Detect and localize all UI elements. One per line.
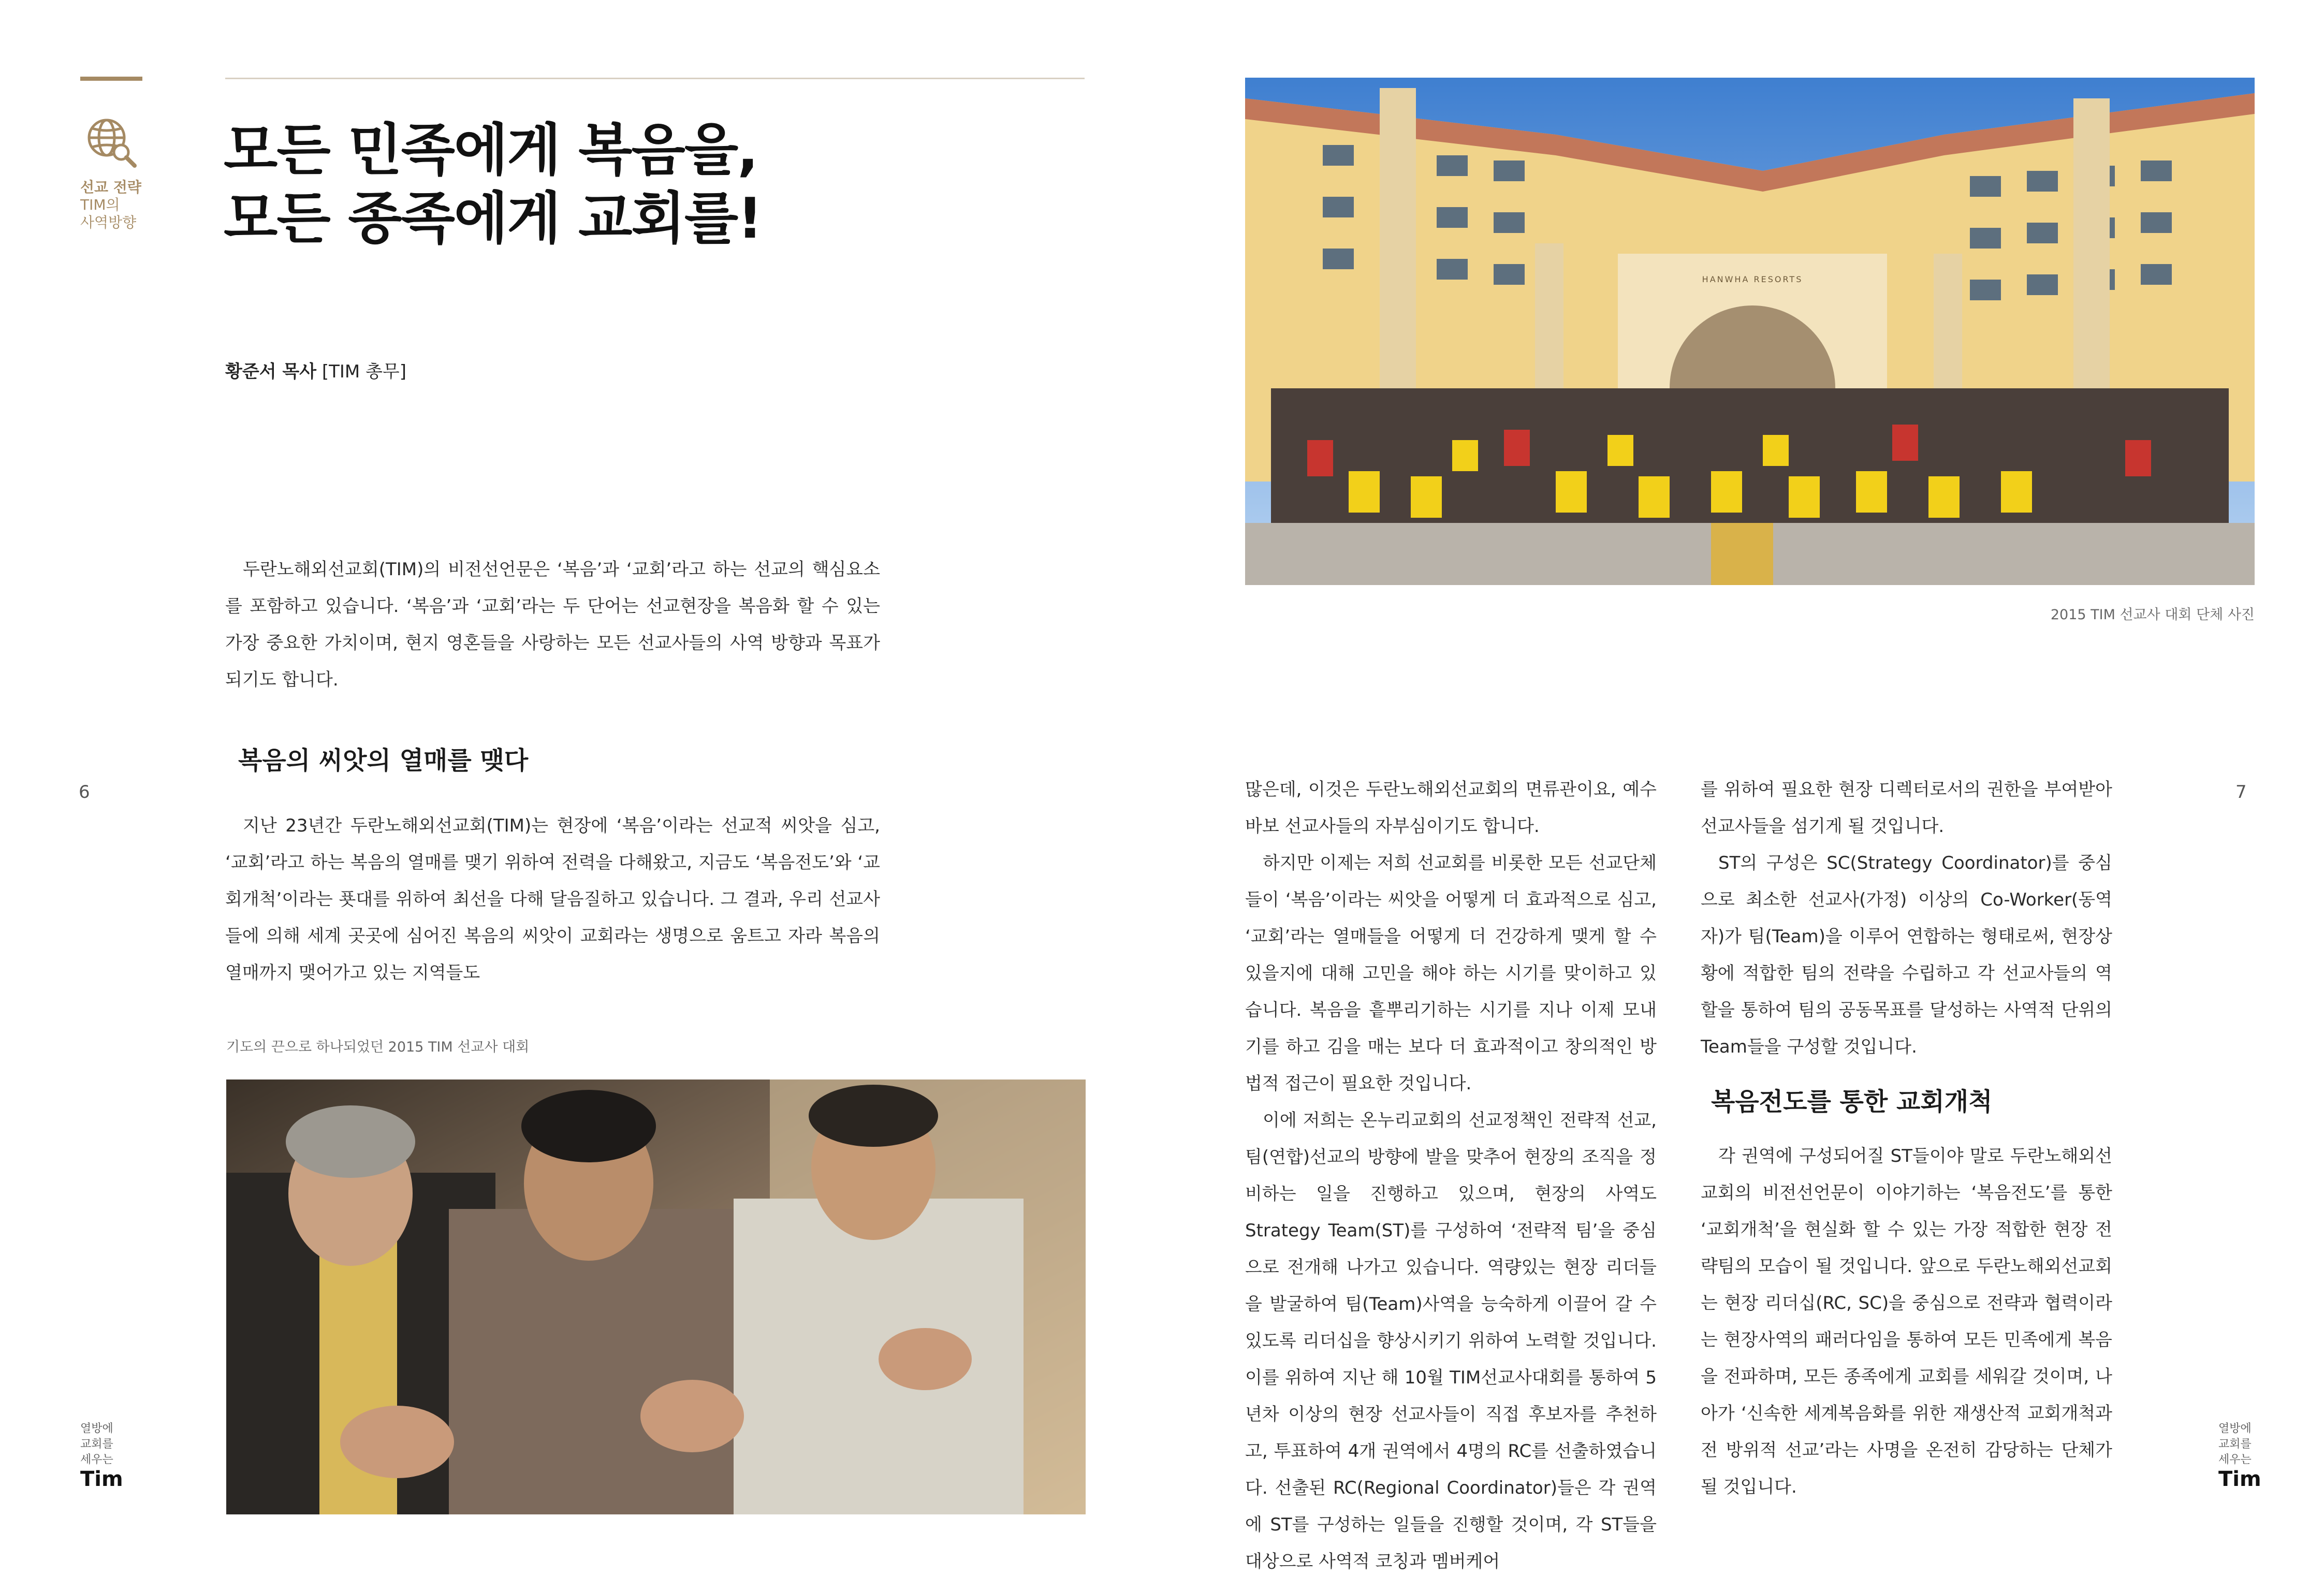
col1-paragraph-1: 많은데, 이것은 두란노해외선교회의 면류관이요, 예수바보 선교사들의 자부심이기도 합니다.: [1245, 779, 1657, 837]
col1-paragraph-3: 이에 저희는 온누리교회의 선교정책인 전략적 선교, 팀(연합)선교의 방향에 발을 맞추어 현장의 조직을 정비하는 일을 진행하고 있으며, 현장의 사역도 Strategy Team(ST)를 구성하여 ‘전략적 팀’을 중심으로 전개해 나가고 있습니다. 역량있는 현장 리더들을 발굴하여 팀(Team)사역을 능숙하게 이끌어 갈 수 있도록 리더십을 향상시키기 위하여 노력할 것입니다. 이를 위하여 지난 해 10월 TIM선교사대회를 통하여 5년차 이상의 현장 선교사들이 직접 후보자를 추천하고, 투표하여 4개 권역에서 4명의 RC를 선출하였습니다. 선출된 RC(Regional Coordinator)들은 각 권역에 ST를 구성하는 일들을 진행할 것이며, 각 ST들을 대상으로 사역적 코칭과 멤버케어: [1245, 1110, 1657, 1572]
footer-line1: 열방에: [80, 1422, 113, 1435]
col2-paragraph-2: ST의 구성은 SC(Strategy Coordinator)를 중심으로 최소한 선교사(가정) 이상의 Co-Worker(동역자)가 팀(Team)을 이루어 연합하는 형태로써, 현장상황에 적합한 팀의 전략을 수립하고 각 선교사들의 역할을 통하여 팀의 공동목표를 달성하는 사역적 단위의 Team들을 구성할 것입니다.: [1701, 853, 2112, 1057]
prayer-photo: [226, 1080, 1086, 1514]
footer-brand-right: Tim: [2218, 1467, 2261, 1491]
footer-logo-right: [2218, 1421, 2261, 1491]
footer-line1-right: 열방에: [2218, 1422, 2252, 1435]
author-byline: [225, 357, 406, 383]
author-name: 황준서 목사: [225, 361, 317, 382]
col2-paragraph-3: 각 권역에 구성되어질 ST들이야 말로 두란노해외선교회의 비전선언문이 이야기하는 ‘복음전도’를 통한 ‘교회개척’을 현실화 할 수 있는 가장 적합한 현장 전략팀의 모습이 될 것입니다. 앞으로 두란노해외선교회는 현장 리더십(RC, SC)을 중심으로 전략과 협력이라는 현장사역의 패러다임을 통하여 모든 민족에게 복음을 전파하며, 모든 종족에게 교회를 세워갈 것이며, 나아가 ‘신속한 세계복음화를 위한 재생산적 교회개척과 전 방위적 선교’라는 사명을 온전히 감당하는 단체가 될 것입니다.: [1701, 1146, 2112, 1497]
right-column-1: [1245, 771, 1657, 1580]
headline-line1: 모든 민족에게 복음을,: [224, 118, 758, 183]
photo-caption-right: 2015 TIM 선교사 대회 단체 사진: [2050, 607, 2255, 623]
footer-brand: Tim: [80, 1467, 123, 1491]
author-role: [TIM 총무]: [316, 361, 407, 382]
section-label-line3: 사역방향: [80, 214, 137, 231]
footer-line2: 교회를: [80, 1438, 113, 1451]
page-number-right: 7: [2235, 782, 2247, 803]
footer-line3-right: 세우는: [2218, 1453, 2252, 1466]
paragraph-1-block: [225, 808, 880, 991]
section-accent-bar: [80, 77, 142, 81]
intro-paragraph: 두란노해외선교회(TIM)의 비전선언문은 ‘복음’과 ‘교회’라고 하는 선교의 핵심요소를 포함하고 있습니다. ‘복음’과 ‘교회’라는 두 단어는 선교현장을 복음화 할 수 있는 가장 중요한 가치이며, 현지 영혼들을 사랑하는 모든 선교사들의 사역 방향과 목표가 되기도 합니다.: [225, 559, 880, 690]
section-label-strong: 선교 전략: [80, 179, 141, 196]
footer-logo-left: [80, 1421, 123, 1491]
prayer-photo-illustration: [226, 1080, 1086, 1514]
photo-caption-left: 기도의 끈으로 하나되었던 2015 TIM 선교사 대회: [226, 1039, 530, 1055]
subheading-seed: 복음의 씨앗의 열매를 맺다: [238, 746, 529, 775]
page-number-left: 6: [79, 782, 90, 803]
headline-line2: 모든 종족에게 교회를!: [224, 186, 762, 251]
footer-line3: 세우는: [80, 1453, 113, 1466]
globe-search-icon: [83, 114, 140, 171]
section-label-line2: TIM의: [80, 196, 120, 213]
top-rule: [225, 78, 1085, 79]
col2-paragraph-1: 를 위하여 필요한 현장 디렉터로서의 권한을 부여받아 선교사들을 섬기게 될 것입니다.: [1701, 779, 2112, 837]
right-column-2: [1701, 771, 2112, 1506]
intro-paragraph-block: [225, 551, 880, 698]
subheading-church-planting: 복음전도를 통한 교회개척: [1711, 1087, 1993, 1116]
group-photo: [1245, 78, 2255, 585]
paragraph-1: 지난 23년간 두란노해외선교회(TIM)는 현장에 ‘복음’이라는 선교적 씨앗을 심고, ‘교회’라고 하는 복음의 열매를 맺기 위하여 전력을 다해왔고, 지금도 ‘복음전도’와 ‘교회개척’이라는 푯대를 위하여 최선을 다해 달음질하고 있습니다. 그 결과, 우리 선교사들에 의해 세계 곳곳에 심어진 복음의 씨앗이 교회라는 생명으로 움트고 자라 복음의 열매까지 맺어가고 있는 지역들도: [225, 815, 880, 983]
page-title: [224, 116, 1078, 253]
group-photo-illustration: [1245, 78, 2255, 585]
footer-line2-right: 교회를: [2218, 1438, 2252, 1451]
hotel-sign: HANWHA RESORTS: [1702, 274, 1803, 284]
col1-paragraph-2: 하지만 이제는 저희 선교회를 비롯한 모든 선교단체들이 ‘복음’이라는 씨앗을 어떻게 더 효과적으로 심고, ‘교회’라는 열매들을 어떻게 더 건강하게 맺게 할 수 있을지에 대해 고민을 해야 하는 시기를 맞이하고 있습니다. 복음을 흩뿌리기하는 시기를 지나 이제 모내기를 하고 김을 매는 보다 더 효과적이고 창의적인 방법적 접근이 필요한 것입니다.: [1245, 853, 1657, 1094]
section-label: [80, 179, 163, 231]
